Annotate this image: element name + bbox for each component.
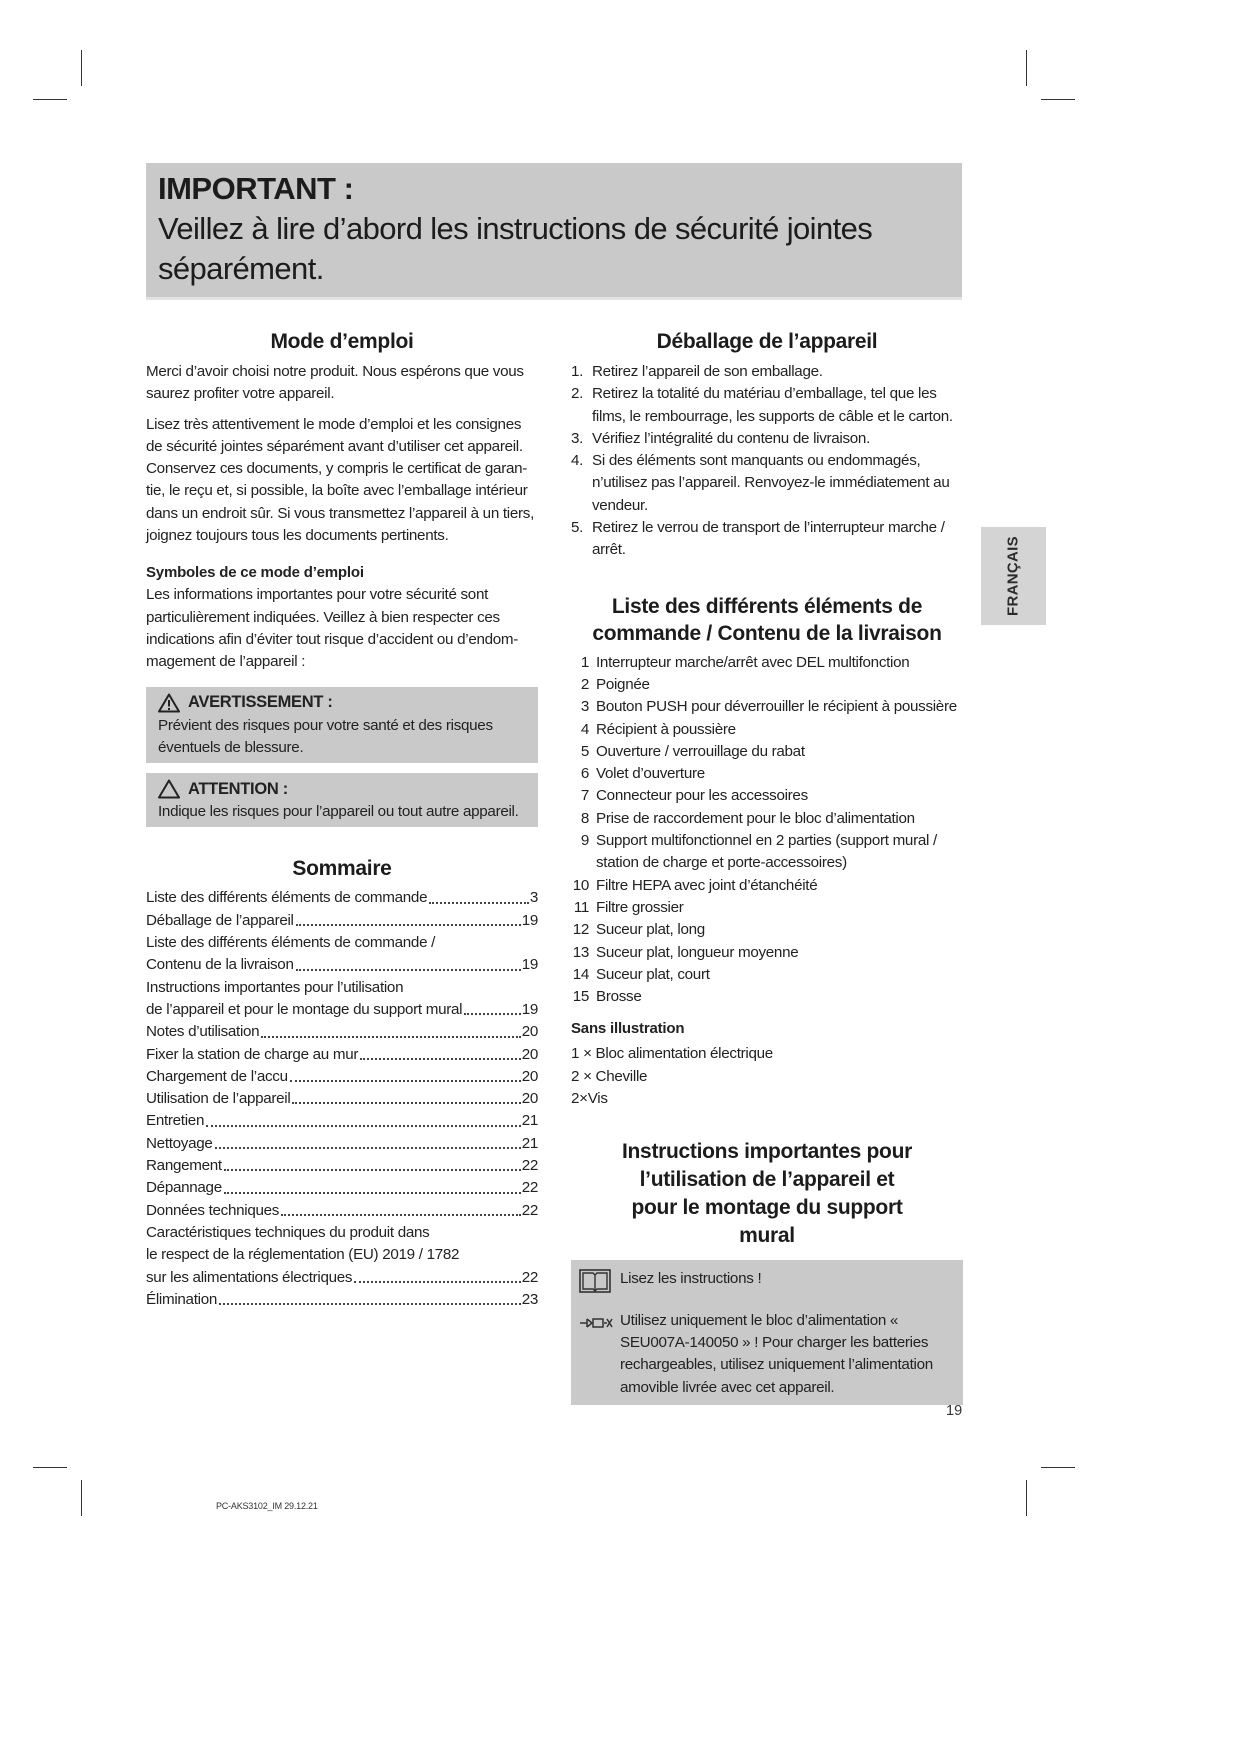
read-instructions-text: Lisez les instructions ! [620, 1270, 762, 1288]
toc-line: Caractéristiques techniques du produit dans [146, 1223, 430, 1241]
list-number: 1. [571, 363, 584, 380]
list-text: Volet d’ouverture [596, 765, 705, 783]
list-number: 5 [580, 742, 589, 760]
power-supply-text: Utilisez uniquement le bloc d’alimentation « SEU007A-140050 » ! Pour charger les batteries rechargeables, utilisez uniquement l’alimentation amovible livrée avec cet appareil. [620, 1311, 933, 1396]
list-number: 4 [580, 720, 589, 738]
list-item [571, 763, 963, 785]
crop-mark [81, 1480, 82, 1516]
list-text: Prise de raccordement pour le bloc d’alimentation [596, 809, 915, 827]
list-item: 2×Vis [571, 1090, 608, 1108]
toc-label: Nettoyage [146, 1134, 213, 1152]
list-item [571, 808, 963, 830]
list-number: 5. [571, 519, 584, 537]
mode-emploi-body: Lisez très attentivement le mode d’emploi et les consignes de sécurité jointes séparément avant d’utiliser cet appareil. Conservez ces documents, y compris le certificat de garantie, le reçu et, si possible, la boîte avec l’emballage intérieur dans un endroit sûr. Si vous transmettez l’appareil à un tiers, joignez toujours tous les documents pertinents. [146, 415, 535, 545]
toc-leader [224, 1192, 521, 1194]
crop-mark [33, 1467, 67, 1468]
toc-leader [296, 969, 521, 971]
list-text: Ouverture / verrouillage du rabat [596, 742, 805, 760]
toc-entry [146, 1200, 538, 1222]
footer-code: PC-AKS3102_IM 29.12.21 [216, 1501, 318, 1511]
list-number: 4. [571, 452, 584, 470]
toc-leader [290, 1080, 521, 1082]
crop-mark [1026, 1480, 1027, 1516]
list-item [571, 428, 963, 450]
toc-page: 20 [521, 1045, 538, 1063]
list-number: 6 [580, 765, 589, 783]
list-number: 11 [573, 898, 589, 916]
list-item [571, 897, 963, 919]
toc-page: 20 [521, 1090, 538, 1108]
list-item [571, 719, 963, 741]
toc-label: Utilisation de l’appareil [146, 1090, 291, 1108]
toc-leader [429, 902, 529, 904]
toc-page: 3 [529, 889, 538, 907]
toc-page: 22 [521, 1179, 538, 1197]
list-text: Suceur plat, longueur moyenne [596, 943, 799, 961]
toc-label: Contenu de la livraison [146, 956, 294, 974]
list-text: Filtre HEPA avec joint d’étanchéité [596, 876, 818, 894]
toc-label: Entretien [146, 1112, 205, 1130]
sans-illustration-heading: Sans illustration [571, 1020, 685, 1038]
caution-triangle-icon [158, 779, 180, 799]
toc-page: 21 [521, 1112, 538, 1130]
list-text: Suceur plat, long [596, 921, 705, 939]
power-plug-icon [579, 1317, 613, 1329]
language-tab [981, 527, 1046, 625]
toc-entry [146, 910, 538, 932]
toc-page: 23 [521, 1290, 538, 1308]
list-item [571, 964, 963, 986]
toc-entry [146, 1155, 538, 1177]
symboles-heading: Symboles de ce mode d’emploi [146, 564, 364, 582]
toc-label: Fixer la station de charge au mur [146, 1045, 359, 1063]
sommaire-heading: Sommaire [292, 857, 392, 881]
toc-page: 20 [521, 1067, 538, 1085]
toc-leader [296, 924, 521, 926]
crop-mark [1041, 1467, 1075, 1468]
important-banner [146, 163, 962, 300]
book-icon [579, 1268, 611, 1294]
list-item [571, 830, 963, 875]
toc-entry [146, 1133, 538, 1155]
mode-emploi-intro: Merci d’avoir choisi notre produit. Nous espérons que vous saurez profiter votre appareil. [146, 363, 524, 403]
list-text: Support multifonctionnel en 2 parties (support mural / station de charge et porte-accessoires) [596, 832, 937, 872]
list-number: 2 [580, 675, 589, 693]
list-item [571, 986, 963, 1008]
list-item [571, 696, 963, 718]
list-item: 1 × Bloc alimentation électrique [571, 1045, 773, 1063]
right-column [571, 330, 963, 1405]
toc-leader [219, 1303, 521, 1305]
toc-leader [261, 1036, 520, 1038]
avertissement-text: Prévient des risques pour votre santé et des risques éventuels de blessure. [158, 716, 493, 756]
symboles-text: Les informations importantes pour votre sécurité sont particulièrement indiquées. Veillez à bien respecter ces indications afin d’éviter tout risque d’accident ou d’endommagement de l’appareil : [146, 586, 519, 671]
list-text: Brosse [596, 988, 642, 1006]
toc-entry [146, 954, 538, 976]
list-text: Filtre grossier [596, 898, 684, 916]
toc-label: sur les alimentations électriques [146, 1268, 353, 1286]
list-text: Bouton PUSH pour déverrouiller le récipient à poussière [596, 698, 957, 716]
toc-label: Dépannage [146, 1179, 222, 1197]
list-text: Retirez l’appareil de son emballage. [592, 363, 823, 380]
list-text: Vérifiez l’intégralité du contenu de livraison. [592, 429, 871, 447]
list-number: 2. [571, 385, 584, 403]
list-item [571, 383, 963, 428]
toc-label: Liste des différents éléments de commande [146, 889, 428, 907]
toc-leader [281, 1214, 521, 1216]
list-item [571, 741, 963, 763]
toc-line: le respect de la réglementation (EU) 2019 / 1782 [146, 1246, 460, 1264]
toc-label: Notes d’utilisation [146, 1023, 260, 1041]
toc-leader [360, 1058, 521, 1060]
toc-leader [464, 1013, 520, 1015]
left-column [146, 330, 538, 1311]
list-number: 3 [580, 698, 589, 716]
table-of-contents [146, 887, 538, 1311]
toc-line: Instructions importantes pour l’utilisation [146, 978, 404, 996]
toc-page: 19 [521, 911, 538, 929]
toc-leader [206, 1125, 521, 1127]
toc-label: Données techniques [146, 1201, 280, 1219]
toc-leader [215, 1147, 521, 1149]
toc-leader [224, 1169, 521, 1171]
toc-label: Rangement [146, 1157, 222, 1175]
warning-triangle-icon [158, 693, 180, 713]
list-number: 12 [572, 921, 589, 939]
toc-entry [146, 1289, 538, 1311]
list-number: 15 [572, 988, 589, 1006]
avertissement-title: AVERTISSEMENT : [188, 693, 333, 712]
toc-entry [146, 1088, 538, 1110]
liste-heading: Liste des différents éléments de commande / Contenu de la livraison [592, 594, 942, 645]
toc-label: Chargement de l’accu [146, 1067, 288, 1085]
sans-illustration-list [571, 1043, 963, 1110]
toc-page: 20 [521, 1023, 538, 1041]
avertissement-box [146, 687, 538, 764]
toc-leader [354, 1281, 520, 1283]
list-text: Si des éléments sont manquants ou endommagés, n’utilisez pas l’appareil. Renvoyez-le immédiatement au vendeur. [592, 452, 950, 514]
list-number: 7 [580, 787, 589, 805]
attention-text: Indique les risques pour l’appareil ou tout autre appareil. [158, 803, 519, 821]
crop-mark [1026, 50, 1027, 86]
list-item [571, 919, 963, 941]
list-text: Interrupteur marche/arrêt avec DEL multifonction [596, 653, 910, 671]
list-text: Retirez la totalité du matériau d’emballage, tel que les films, le rembourrage, les supports de câble et le carton. [592, 385, 953, 425]
list-number: 9 [580, 832, 589, 850]
list-text: Récipient à poussière [596, 720, 736, 738]
list-item: 2 × Cheville [571, 1067, 648, 1085]
toc-page: 19 [521, 956, 538, 974]
list-number: 3. [571, 429, 584, 447]
list-item [571, 942, 963, 964]
list-number: 13 [572, 943, 589, 961]
toc-entry [146, 1267, 538, 1289]
important-title: IMPORTANT : [158, 171, 354, 206]
crop-mark [81, 50, 82, 86]
list-item [571, 674, 963, 696]
list-item [571, 361, 963, 383]
toc-page: 19 [521, 1000, 538, 1018]
toc-entry [146, 1044, 538, 1066]
toc-page: 21 [521, 1134, 538, 1152]
list-item [571, 652, 963, 674]
list-number: 1 [580, 653, 589, 671]
list-number: 10 [572, 876, 589, 894]
toc-page: 22 [521, 1268, 538, 1286]
toc-page: 22 [521, 1157, 538, 1175]
list-text: Poignée [596, 675, 650, 693]
toc-entry [146, 887, 538, 909]
toc-entry [146, 999, 538, 1021]
toc-label: Élimination [146, 1290, 217, 1308]
toc-entry [146, 1177, 538, 1199]
instructions-heading: Instructions importantes pour l’utilisation de l’appareil et pour le montage du support mural [622, 1140, 912, 1248]
crop-mark [33, 99, 67, 100]
instructions-box [571, 1260, 963, 1404]
elements-list [571, 652, 963, 1009]
list-item [571, 875, 963, 897]
attention-box [146, 773, 538, 827]
mode-emploi-heading: Mode d’emploi [270, 330, 414, 353]
attention-title: ATTENTION : [188, 779, 288, 798]
list-text: Connecteur pour les accessoires [596, 787, 808, 805]
list-item [571, 517, 963, 562]
list-text: Retirez le verrou de transport de l’interrupteur marche / arrêt. [592, 519, 945, 559]
important-text: Veillez à lire d’abord les instructions de sécurité jointes séparément. [158, 211, 873, 286]
toc-line: Liste des différents éléments de commande / [146, 934, 436, 952]
list-item [571, 450, 963, 517]
toc-page: 22 [521, 1201, 538, 1219]
toc-leader [292, 1102, 520, 1104]
list-item [571, 785, 963, 807]
toc-entry [146, 1066, 538, 1088]
toc-label: de l’appareil et pour le montage du support mural [146, 1000, 463, 1018]
toc-label: Déballage de l’appareil [146, 911, 294, 929]
deballage-heading: Déballage de l’appareil [656, 330, 878, 353]
deballage-list [571, 361, 963, 562]
crop-mark [1041, 99, 1075, 100]
list-text: Suceur plat, court [596, 965, 710, 983]
toc-entry [146, 1021, 538, 1043]
toc-entry [146, 1110, 538, 1132]
language-label: FRANÇAIS [1004, 536, 1022, 616]
list-number: 14 [572, 965, 589, 983]
list-number: 8 [580, 809, 589, 827]
page-number: 19 [946, 1403, 963, 1419]
